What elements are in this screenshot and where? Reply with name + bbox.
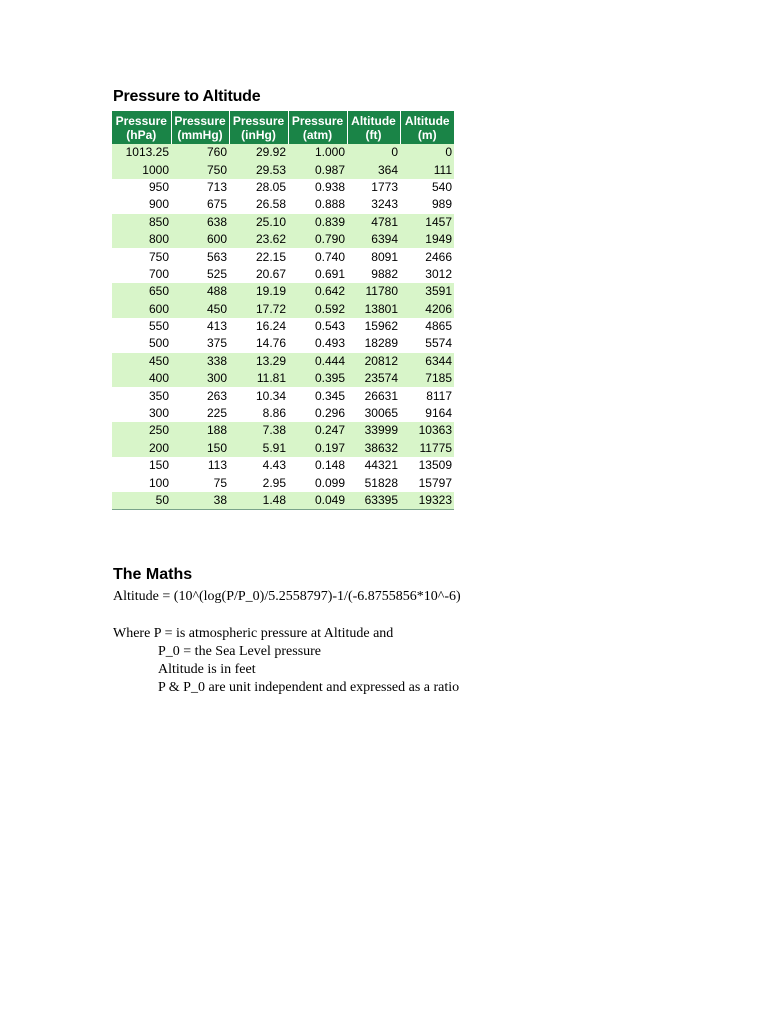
table-row (112, 231, 454, 248)
header-unit: (hPa) (126, 128, 157, 142)
altitude-ft-cell: 11780 (347, 283, 400, 300)
altitude-m-cell: 1949 (400, 231, 454, 248)
altitude-m-cell: 3012 (400, 266, 454, 283)
pressure-atm-cell: 0.099 (288, 474, 347, 491)
pressure-hpa-cell: 800 (112, 231, 171, 248)
altitude-m-cell: 5574 (400, 335, 454, 352)
pressure-hpa-cell: 350 (112, 387, 171, 404)
pressure-inhg-cell: 17.72 (229, 301, 288, 318)
page-title: Pressure to Altitude (113, 88, 261, 105)
table-row (112, 457, 454, 474)
pressure-hpa-cell: 50 (112, 492, 171, 510)
altitude-ft-cell: 0 (347, 144, 400, 161)
pressure-atm-cell: 0.839 (288, 214, 347, 231)
pressure-hpa-cell: 1000 (112, 161, 171, 178)
pressure-inhg-cell: 7.38 (229, 422, 288, 439)
pressure-atm-cell: 0.148 (288, 457, 347, 474)
pressure-atm-cell: 0.197 (288, 440, 347, 457)
pressure-mmhg-cell: 300 (171, 370, 229, 387)
pressure-inhg-cell: 5.91 (229, 440, 288, 457)
pressure-atm-cell: 0.247 (288, 422, 347, 439)
pressure-mmhg-cell: 675 (171, 196, 229, 213)
header-label: Altitude (404, 114, 450, 128)
pressure-mmhg-cell: 338 (171, 353, 229, 370)
pressure-mmhg-cell: 450 (171, 301, 229, 318)
header-unit: (ft) (365, 128, 382, 142)
table-row (112, 492, 454, 510)
altitude-m-cell: 11775 (400, 440, 454, 457)
pressure-hpa-cell: 300 (112, 405, 171, 422)
table-row (112, 335, 454, 352)
pressure-mmhg-cell: 225 (171, 405, 229, 422)
header-unit: (inHg) (241, 128, 276, 142)
header-unit: (mmHg) (177, 128, 223, 142)
pressure-atm-cell: 0.987 (288, 161, 347, 178)
table-row (112, 179, 454, 196)
explanation-line: Altitude is in feet (158, 662, 256, 677)
altitude-m-cell: 1457 (400, 214, 454, 231)
pressure-inhg-cell: 29.53 (229, 161, 288, 178)
table-row (112, 266, 454, 283)
altitude-ft-cell: 23574 (347, 370, 400, 387)
pressure-hpa-cell: 200 (112, 440, 171, 457)
table-row (112, 387, 454, 404)
pressure-atm-cell: 0.592 (288, 301, 347, 318)
pressure-inhg-cell: 26.58 (229, 196, 288, 213)
table-row (112, 196, 454, 213)
pressure-inhg-cell: 20.67 (229, 266, 288, 283)
altitude-m-cell: 10363 (400, 422, 454, 439)
pressure-mmhg-cell: 638 (171, 214, 229, 231)
pressure-atm-cell: 1.000 (288, 144, 347, 161)
pressure-atm-cell: 0.444 (288, 353, 347, 370)
formula-explanation (113, 625, 459, 697)
pressure-inhg-cell: 11.81 (229, 370, 288, 387)
pressure-hpa-cell: 700 (112, 266, 171, 283)
altitude-formula: Altitude = (10^(log(P/P_0)/5.2558797)-1/(-6.8755856*10^-6) (113, 589, 461, 604)
header-unit: (m) (417, 128, 437, 142)
pressure-mmhg-cell: 38 (171, 492, 229, 510)
table-header (112, 111, 454, 144)
table-row (112, 318, 454, 335)
table-row (112, 248, 454, 265)
pressure-atm-cell: 0.395 (288, 370, 347, 387)
header-pressure-atm (288, 111, 347, 144)
pressure-atm-cell: 0.642 (288, 283, 347, 300)
altitude-ft-cell: 18289 (347, 335, 400, 352)
pressure-mmhg-cell: 760 (171, 144, 229, 161)
pressure-hpa-cell: 1013.25 (112, 144, 171, 161)
altitude-ft-cell: 8091 (347, 248, 400, 265)
pressure-hpa-cell: 150 (112, 457, 171, 474)
pressure-hpa-cell: 450 (112, 353, 171, 370)
pressure-mmhg-cell: 375 (171, 335, 229, 352)
header-label: Pressure (291, 114, 344, 128)
header-label: Pressure (115, 114, 167, 128)
pressure-atm-cell: 0.740 (288, 248, 347, 265)
altitude-ft-cell: 44321 (347, 457, 400, 474)
altitude-ft-cell: 364 (347, 161, 400, 178)
pressure-mmhg-cell: 525 (171, 266, 229, 283)
pressure-hpa-cell: 900 (112, 196, 171, 213)
altitude-m-cell: 989 (400, 196, 454, 213)
pressure-inhg-cell: 4.43 (229, 457, 288, 474)
pressure-altitude-table (112, 111, 454, 510)
pressure-inhg-cell: 22.15 (229, 248, 288, 265)
pressure-mmhg-cell: 600 (171, 231, 229, 248)
altitude-m-cell: 540 (400, 179, 454, 196)
pressure-inhg-cell: 14.76 (229, 335, 288, 352)
pressure-inhg-cell: 28.05 (229, 179, 288, 196)
header-pressure-hpa (112, 111, 171, 144)
pressure-inhg-cell: 16.24 (229, 318, 288, 335)
pressure-mmhg-cell: 263 (171, 387, 229, 404)
header-pressure-mmhg (171, 111, 229, 144)
table-row (112, 283, 454, 300)
altitude-m-cell: 4206 (400, 301, 454, 318)
pressure-mmhg-cell: 488 (171, 283, 229, 300)
table-row (112, 422, 454, 439)
pressure-hpa-cell: 550 (112, 318, 171, 335)
table-header-row (112, 111, 454, 144)
altitude-m-cell: 3591 (400, 283, 454, 300)
pressure-mmhg-cell: 563 (171, 248, 229, 265)
pressure-inhg-cell: 29.92 (229, 144, 288, 161)
altitude-m-cell: 9164 (400, 405, 454, 422)
header-label: Pressure (232, 114, 285, 128)
pressure-inhg-cell: 23.62 (229, 231, 288, 248)
header-label: Altitude (351, 114, 396, 128)
table-row (112, 301, 454, 318)
pressure-atm-cell: 0.691 (288, 266, 347, 283)
altitude-ft-cell: 51828 (347, 474, 400, 491)
pressure-atm-cell: 0.049 (288, 492, 347, 510)
pressure-inhg-cell: 8.86 (229, 405, 288, 422)
altitude-ft-cell: 20812 (347, 353, 400, 370)
altitude-m-cell: 4865 (400, 318, 454, 335)
altitude-ft-cell: 38632 (347, 440, 400, 457)
table-row (112, 405, 454, 422)
explanation-line: Where P = is atmospheric pressure at Altitude and (113, 626, 394, 641)
pressure-inhg-cell: 10.34 (229, 387, 288, 404)
pressure-atm-cell: 0.888 (288, 196, 347, 213)
altitude-ft-cell: 4781 (347, 214, 400, 231)
pressure-hpa-cell: 950 (112, 179, 171, 196)
pressure-mmhg-cell: 113 (171, 457, 229, 474)
pressure-hpa-cell: 500 (112, 335, 171, 352)
pressure-inhg-cell: 13.29 (229, 353, 288, 370)
pressure-hpa-cell: 650 (112, 283, 171, 300)
explanation-line: P_0 = the Sea Level pressure (158, 644, 322, 659)
pressure-inhg-cell: 2.95 (229, 474, 288, 491)
altitude-ft-cell: 13801 (347, 301, 400, 318)
pressure-atm-cell: 0.938 (288, 179, 347, 196)
pressure-mmhg-cell: 713 (171, 179, 229, 196)
pressure-atm-cell: 0.543 (288, 318, 347, 335)
header-label: Pressure (174, 114, 226, 128)
header-pressure-inhg (229, 111, 288, 144)
altitude-m-cell: 13509 (400, 457, 454, 474)
maths-title: The Maths (113, 566, 193, 583)
pressure-hpa-cell: 400 (112, 370, 171, 387)
pressure-mmhg-cell: 413 (171, 318, 229, 335)
explanation-line: P & P_0 are unit independent and expressed as a ratio (158, 680, 460, 695)
pressure-hpa-cell: 250 (112, 422, 171, 439)
pressure-inhg-cell: 1.48 (229, 492, 288, 510)
altitude-m-cell: 0 (400, 144, 454, 161)
table-row (112, 474, 454, 491)
altitude-m-cell: 6344 (400, 353, 454, 370)
table-row (112, 440, 454, 457)
pressure-hpa-cell: 600 (112, 301, 171, 318)
table-row (112, 214, 454, 231)
altitude-ft-cell: 26631 (347, 387, 400, 404)
pressure-inhg-cell: 25.10 (229, 214, 288, 231)
altitude-ft-cell: 9882 (347, 266, 400, 283)
header-unit: (atm) (302, 128, 333, 142)
altitude-m-cell: 2466 (400, 248, 454, 265)
pressure-mmhg-cell: 75 (171, 474, 229, 491)
altitude-ft-cell: 15962 (347, 318, 400, 335)
pressure-atm-cell: 0.790 (288, 231, 347, 248)
pressure-mmhg-cell: 188 (171, 422, 229, 439)
pressure-atm-cell: 0.345 (288, 387, 347, 404)
pressure-mmhg-cell: 750 (171, 161, 229, 178)
altitude-ft-cell: 6394 (347, 231, 400, 248)
pressure-mmhg-cell: 150 (171, 440, 229, 457)
table-row (112, 144, 454, 161)
pressure-hpa-cell: 750 (112, 248, 171, 265)
altitude-ft-cell: 33999 (347, 422, 400, 439)
table-body (112, 144, 454, 510)
pressure-hpa-cell: 850 (112, 214, 171, 231)
altitude-ft-cell: 3243 (347, 196, 400, 213)
altitude-m-cell: 15797 (400, 474, 454, 491)
pressure-inhg-cell: 19.19 (229, 283, 288, 300)
altitude-ft-cell: 63395 (347, 492, 400, 510)
pressure-hpa-cell: 100 (112, 474, 171, 491)
altitude-ft-cell: 1773 (347, 179, 400, 196)
header-altitude-m (400, 111, 454, 144)
table-row (112, 353, 454, 370)
header-altitude-ft (347, 111, 400, 144)
altitude-m-cell: 8117 (400, 387, 454, 404)
altitude-m-cell: 111 (400, 161, 454, 178)
pressure-atm-cell: 0.493 (288, 335, 347, 352)
table-row (112, 161, 454, 178)
altitude-m-cell: 19323 (400, 492, 454, 510)
altitude-ft-cell: 30065 (347, 405, 400, 422)
altitude-m-cell: 7185 (400, 370, 454, 387)
table-row (112, 370, 454, 387)
pressure-atm-cell: 0.296 (288, 405, 347, 422)
